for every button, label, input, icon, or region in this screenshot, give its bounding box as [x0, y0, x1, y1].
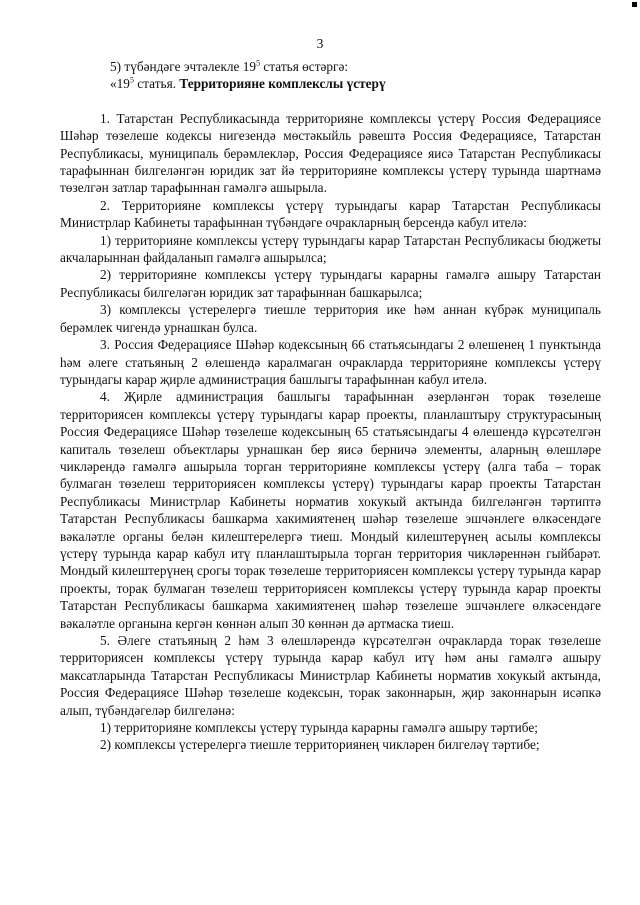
page-number: 3	[316, 36, 324, 51]
paragraph-1: 1. Татарстан Республикасында территорияне комплексы үстерү Россия Федерациясе Шәһәр төзелеше кодексы нигезендә мөстәкыйль рәвештә Россия Федерациясе, Татарстан Республикасы, муниципаль берәмлекләр, Россия Федерациясе яисә Татарстан Республикасы тарафыннан билгеләнгән юридик зат йә территорияне комплексы үстерү турында шартнамә төзелгән затлар тарафыннан гамәлгә ашырыла.	[60, 110, 601, 196]
paragraph-4: 4. Җирле администрация башлыгы тарафыннан әзерләнгән торак төзелеше территориясен комплексы үстерү турындагы карар проекты, планлаштыру структурасының Россия Федерациясе Шәһәр төзелеше кодексының 65 статьясындагы 4 өлешендә күрсәтелгән капиталь төзелеш объектлары урнашкан бер яисә берничә элементы, аларның өлешләре чикләрендә гамәлгә ашырыла торган территорияне комплексы үстерү (алга таба – торак булмаган төзелеш территориясен комплексы үстерү) турындагы карар проекты Татарстан Республикасы Министрлар Кабинеты норматив хокукый актында билгеләнгән тәртиптә Татарстан Республикасы башкарма хакимиятенең шәһәр төзелеше эшчәнлеге өлкәсендәге вәкаләтле органы белән килештерелергә тиеш. Мондый килештерүнең асылы комплексы үстерү турында карар кабул итү планлаштырыла торган территория чикләреннән гыйбарәт. Мондый килештерүнең срогы торак төзелеше территориясен комплексы үстерү турында карар проекты, торак булмаган төзелеш территориясен комплексы үстерү турында карар проекты Татарстан Республикасы башкарма хакимиятенең шәһәр төзелеше эшчәнлеге өлкәсендәге вәкаләтле органына кергән көннән алып 30 көннән дә артмаска тиеш.	[60, 389, 601, 631]
spacer	[60, 93, 601, 110]
paragraph-5: 5. Әлеге статьяның 2 һәм 3 өлешләрендә күрсәтелгән очракларда торак төзелеше территориясен комплексы үстерү турында карар кабул итү һәм аны гамәлгә ашыру максатларында Татарстан Республикасы Министрлар Кабинеты норматив хокукый актында, Россия Федерациясе Шәһәр төзелеше кодексын, торак законнарын, җир законнарын исәпкә алып, түбәндәгеләр билгеләнә:	[60, 633, 601, 718]
article-title: Территорияне комплекслы үстерү	[179, 76, 386, 92]
intro-text-start: 5) түбәндәге эчтәлекле 19	[110, 59, 257, 74]
list-item: 1) территорияне комплексы үстерү турында карарны гамәлгә ашыру тәртибе;	[100, 720, 538, 736]
article-open: «19	[110, 76, 130, 92]
amendment-intro	[60, 58, 601, 75]
paragraphs	[60, 110, 601, 754]
corner-mark	[632, 2, 637, 7]
list-item: 3) комплексы үстерелергә тиешле территория ике һәм аннан күбрәк муниципаль берәмлек чигендә урнашкан булса.	[60, 302, 601, 335]
article-heading	[60, 75, 601, 92]
list-item: 1) территорияне комплексы үстерү турындагы карар Татарстан Республикасы бюджеты акчаларыннан файдаланып гамәлгә ашырылса;	[60, 232, 601, 266]
article-label: статья.	[133, 76, 180, 92]
document-body	[60, 58, 601, 754]
article-superscript: 5	[129, 75, 134, 85]
paragraph-3: 3. Россия Федерациясе Шәһәр кодексының 66 статьясындагы 2 өлешенең 1 пунктында һәм әлеге статьяның 2 өлешендә каралмаган очракларда территорияне комплексы үстерү турындагы карар җирле администрация башлыгы тарафыннан кабул ителә.	[60, 337, 601, 387]
list-item: 2) комплексы үстерелергә тиешле территориянең чикләрен билгеләү тәртибе;	[100, 737, 540, 753]
list-item: 2) территорияне комплексы үстерү турындагы карарны гамәлгә ашыру Татарстан Республикасы билгеләгән юридик зат тарафыннан башкарылса;	[60, 267, 601, 300]
intro-text-end: статья өстәргә:	[260, 59, 349, 74]
intro-superscript: 5	[256, 58, 261, 68]
paragraph-2: 2. Территорияне комплексы үстерү турындагы карар Татарстан Республикасы Министрлар Кабинеты тарафыннан түбәндәге очракларның берсендә кабул ителә:	[60, 197, 601, 231]
